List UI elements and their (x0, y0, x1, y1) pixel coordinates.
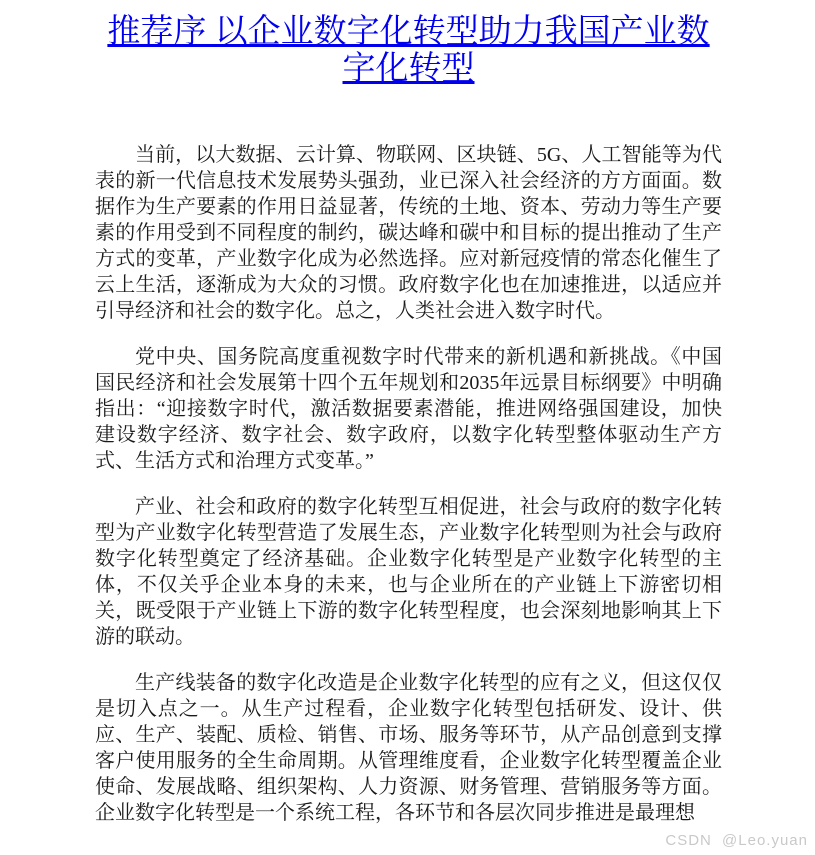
watermark-author-label: @Leo.yuan (722, 832, 808, 849)
document-title-link[interactable]: 推荐序 以企业数字化转型助力我国产业数字化转型 (107, 14, 710, 87)
paragraph-mutual-promotion: 产业、社会和政府的数字化转型互相促进，社会与政府的数字化转型为产业数字化转型营造了发展生态，产业数字化转型则为社会与政府数字化转型奠定了经济基础。企业数字化转型是产业数字化转型的主体，不仅关乎企业本身的未来，也与企业所在的产业链上下游密切相关，既受限于产业链上下游的数字化转型程度，也会深刻地影响其上下游的联动。 (95, 496, 722, 648)
paragraph-enterprise-scope: 生产线装备的数字化改造是企业数字化转型的应有之义，但这仅仅是切入点之一。从生产过程看，企业数字化转型包括研发、设计、供应、生产、装配、质检、销售、市场、服务等环节，从产品创意到支撑客户使用服务的全生命周期。从管理维度看，企业数字化转型覆盖企业使命、发展战略、组织架构、人力资源、财务管理、营销服务等方面。企业数字化转型是一个系统工程，各环节和各层次同步推进是最理想 (95, 672, 722, 824)
csdn-brand-label: CSDN (665, 832, 712, 849)
paragraph-national-plan: 党中央、国务院高度重视数字时代带来的新机遇和新挑战。《中国国民经济和社会发展第十四个五年规划和2035年远景目标纲要》中明确指出：“迎接数字时代，激活数据要素潜能，推进网络强国建设，加快建设数字经济、数字社会、数字政府，以数字化转型整体驱动生产方式、生活方式和治理方式变革。” (95, 346, 722, 472)
watermark (665, 832, 808, 849)
paragraph-digital-era: 当前，以大数据、云计算、物联网、区块链、5G、人工智能等为代表的新一代信息技术发展势头强劲，业已深入社会经济的方方面面。数据作为生产要素的作用日益显著，传统的土地、资本、劳动力等生产要素的作用受到不同程度的制约，碳达峰和碳中和目标的提出推动了生产方式的变革，产业数字化成为必然选择。应对新冠疫情的常态化催生了云上生活，逐渐成为大众的习惯。政府数字化也在加速推进，以适应并引导经济和社会的数字化。总之，人类社会进入数字时代。 (95, 144, 722, 322)
